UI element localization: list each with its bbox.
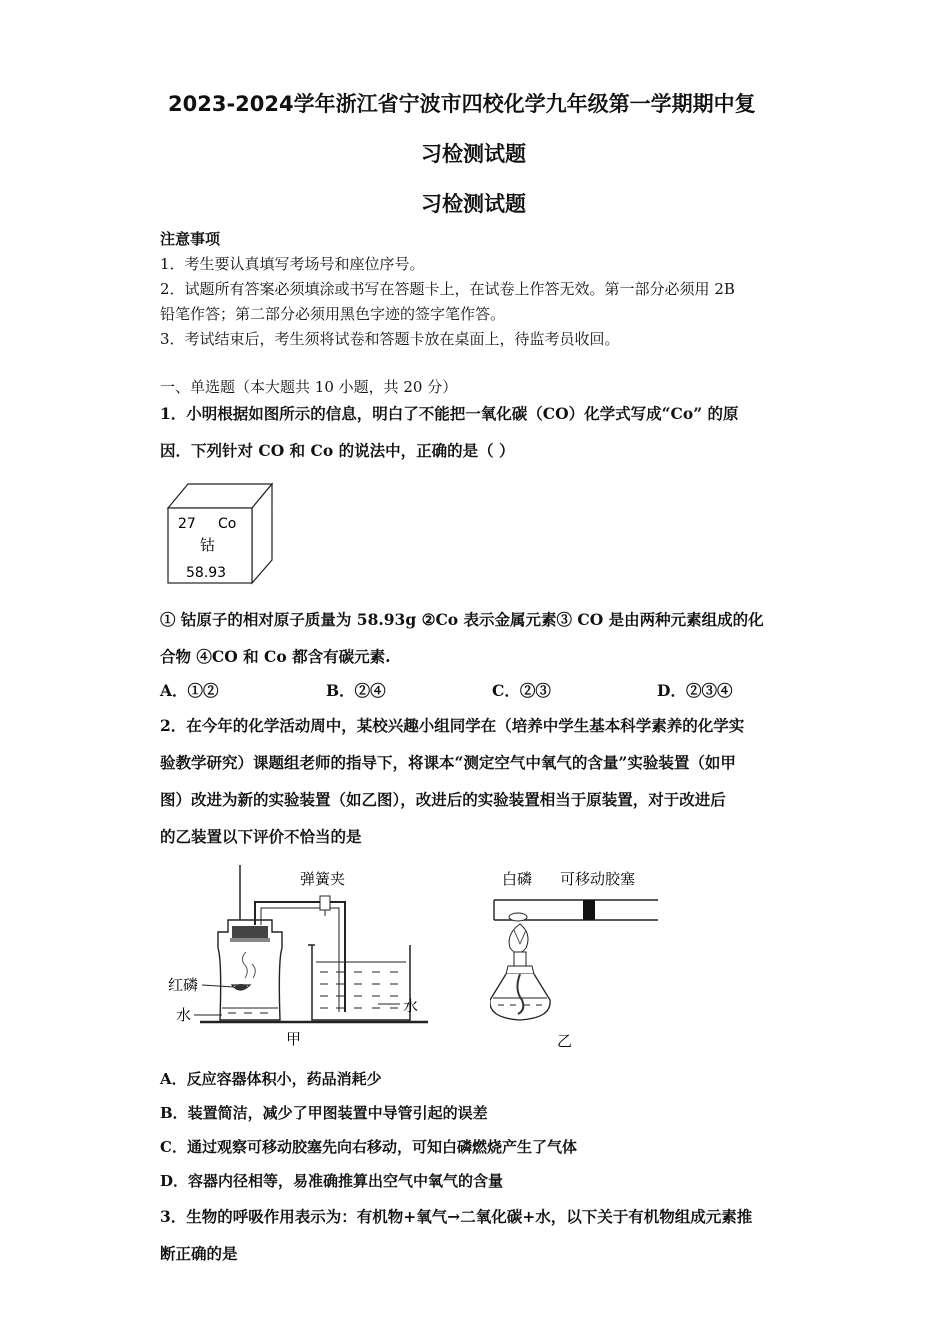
caption-yi: 乙 [557, 1032, 573, 1050]
caption-jia: 甲 [286, 1030, 302, 1048]
label-clamp: 弹簧夹 [300, 870, 346, 888]
notice-item: 3．考试结束后，考生须将试卷和答题卡放在桌面上，待监考员收回。 [160, 330, 620, 348]
q3-stem-line2: 断正确的是 [160, 1244, 238, 1263]
q1-statements-line2: 合物 ④CO 和 Co 都含有碳元素. [160, 647, 391, 666]
apparatus-yi-figure [490, 860, 665, 1055]
q2-stem-line: 2．在今年的化学活动周中，某校兴趣小组同学在（培养中学生基本科学素养的化学实 [160, 716, 745, 735]
q1-stem-line2: 因．下列针对 CO 和 Co 的说法中，正确的是（ ） [160, 441, 515, 460]
notice-heading: 注意事项 [160, 230, 221, 248]
element-card [160, 478, 280, 588]
label-water-left: 水 [176, 1006, 192, 1024]
q2-stem-line: 验教学研究）课题组老师的指导下，将课本“测定空气中氧气的含量”实验装置（如甲 [160, 753, 736, 772]
label-water-right: 水 [403, 997, 419, 1015]
q1-option-c: C．②③ [492, 681, 551, 700]
q1-option-a: A．①② [160, 681, 219, 700]
doc-title-line1: 2023-2024学年浙江省宁波市四校化学九年级第一学期期中复 [168, 92, 756, 116]
doc-title-line3: 习检测试题 [421, 192, 526, 216]
q2-stem-line: 的乙装置以下评价不恰当的是 [160, 827, 362, 846]
q1-statements-line1: ① 钴原子的相对原子质量为 58.93g ②Co 表示金属元素③ CO 是由两种元素组成的化 [160, 610, 764, 629]
doc-title-line2: 习检测试题 [421, 142, 526, 166]
apparatus-jia-figure [160, 860, 450, 1055]
notice-item: 2．试题所有答案必须填涂或书写在答题卡上，在试卷上作答无效。第一部分必须用 2B [160, 280, 735, 298]
q2-stem-line: 图）改进为新的实验装置（如乙图），改进后的实验装置相当于原装置，对于改进后 [160, 790, 726, 809]
element-symbol: Co [218, 516, 237, 532]
element-name: 钴 [200, 536, 216, 554]
q2-option-d: D．容器内径相等，易准确推算出空气中氧气的含量 [160, 1172, 504, 1190]
q1-option-d: D．②③④ [657, 681, 733, 700]
label-red-phosphorus: 红磷 [168, 976, 199, 994]
q2-option-a: A．反应容器体积小，药品消耗少 [160, 1070, 382, 1088]
section-heading: 一、单选题（本大题共 10 小题，共 20 分） [160, 378, 458, 396]
q2-option-b: B．装置简洁，减少了甲图装置中导管引起的误差 [160, 1104, 488, 1122]
q2-option-c: C．通过观察可移动胶塞先向右移动，可知白磷燃烧产生了气体 [160, 1138, 577, 1156]
notice-item: 铅笔作答；第二部分必须用黑色字迹的签字笔作答。 [160, 305, 506, 323]
q1-stem-line1: 1．小明根据如图所示的信息，明白了不能把一氧化碳（CO）化学式写成“Co” 的原 [160, 404, 739, 423]
label-white-phosphorus: 白磷 [502, 870, 533, 888]
element-mass: 58.93 [186, 565, 227, 581]
label-movable-plug: 可移动胶塞 [560, 870, 636, 888]
q1-option-b: B．②④ [326, 681, 386, 700]
q3-stem-line1: 3．生物的呼吸作用表示为：有机物+氧气→二氧化碳+水，以下关于有机物组成元素推 [160, 1207, 753, 1226]
notice-item: 1．考生要认真填写考场号和座位序号。 [160, 255, 425, 273]
element-number: 27 [178, 516, 196, 532]
